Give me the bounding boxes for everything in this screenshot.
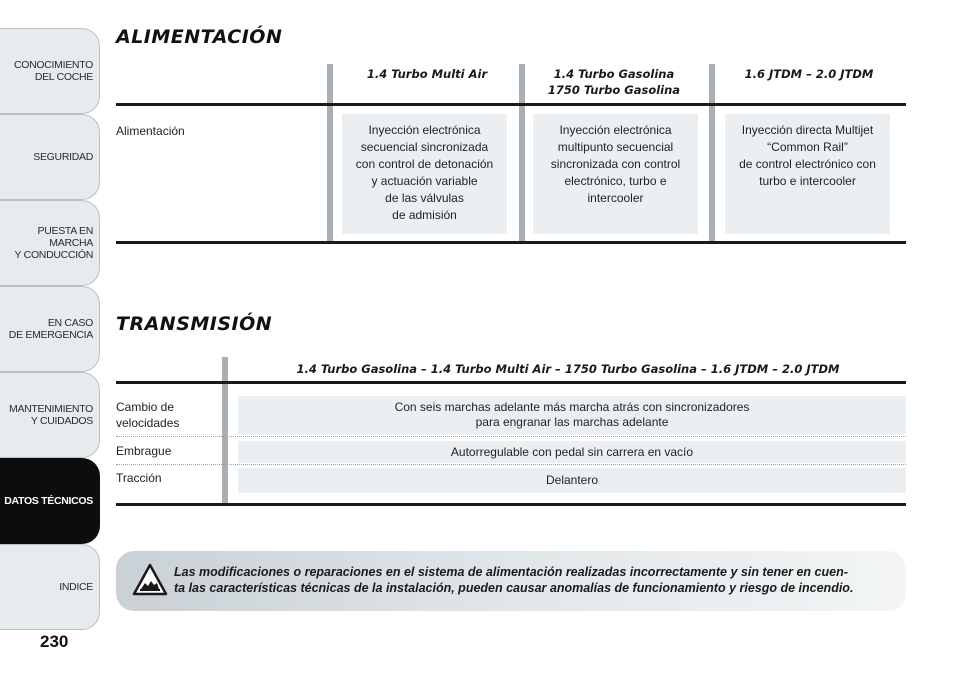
row-separator: [116, 436, 906, 437]
page-number: 230: [40, 632, 69, 651]
cell-line: de control electrónico con: [739, 157, 876, 171]
cell-line: y actuación variable: [371, 174, 478, 188]
row-label-alimentacion: Alimentación: [116, 124, 185, 138]
cell-multiair: [342, 114, 507, 234]
row-label-text: Cambio de: [116, 400, 175, 414]
section-title-alimentacion: ALIMENTACIÓN: [116, 26, 283, 48]
cell-line: multipunto secuencial: [557, 140, 674, 154]
column-header-text: 1.6 JTDM – 2.0 JTDM: [744, 67, 874, 81]
column-divider: [327, 64, 333, 242]
cell-line: Inyección directa Multijet: [741, 123, 874, 137]
column-header-text: 1750 Turbo Gasolina: [547, 83, 681, 97]
column-header-text: 1.4 Turbo Gasolina: [553, 67, 675, 81]
section-title-transmision: TRANSMISIÓN: [116, 313, 273, 335]
cell-line: turbo e intercooler: [759, 174, 856, 188]
cell-jtdm: [725, 114, 890, 234]
cell-line: “Common Rail”: [767, 140, 848, 154]
tab-label: PUESTA EN MARCHA: [37, 225, 93, 249]
tab-indice[interactable]: [0, 544, 100, 630]
tab-label: MANTENIMIENTO: [9, 403, 93, 415]
cell-line: con control de detonación: [355, 157, 494, 171]
tab-label: DATOS TÉCNICOS: [4, 495, 93, 507]
tab-label: DEL COCHE: [34, 71, 93, 83]
tab-label: CONOCIMIENTO: [13, 59, 93, 71]
cell-line: sincronizada con control: [550, 157, 681, 171]
column-header-multiair: [338, 66, 516, 82]
row-label-embrague: Embrague: [116, 444, 172, 458]
cell-line: de admisión: [392, 208, 457, 222]
row-label-traccion: Tracción: [116, 471, 162, 485]
tab-conocimiento-del-coche[interactable]: [0, 28, 100, 114]
column-header-turbo-gasolina: [524, 66, 704, 98]
header-rule: [116, 381, 906, 384]
tab-mantenimiento[interactable]: [0, 372, 100, 458]
row-value-text: Autorregulable con pedal sin carrera en vacío: [450, 444, 694, 459]
tab-puesta-en-marcha[interactable]: [0, 200, 100, 286]
tab-seguridad[interactable]: [0, 114, 100, 200]
column-divider: [709, 64, 715, 242]
tab-label: SEGURIDAD: [33, 151, 93, 163]
row-separator: [116, 464, 906, 465]
tab-label: EN CASO: [47, 317, 93, 329]
row-value-text: Delantero: [545, 473, 599, 487]
column-divider: [222, 357, 228, 505]
warning-box: [116, 551, 906, 611]
column-header-text: 1.4 Turbo Multi Air: [366, 67, 488, 81]
cell-line: intercooler: [587, 191, 644, 205]
cell-line: electrónico, turbo e: [564, 174, 667, 188]
value-traccion: [238, 468, 906, 493]
cell-line: Inyección electrónica: [368, 123, 481, 137]
tab-label: Y CONDUCCIÓN: [14, 249, 93, 261]
cell-line: secuencial sincronizada: [360, 140, 489, 154]
cell-turbo-gasolina: [533, 114, 698, 234]
column-header-jtdm: [716, 66, 902, 82]
warning-triangle-icon: [132, 563, 168, 597]
header-rule: [116, 103, 906, 106]
row-value-text: Con seis marchas adelante más marcha atrás con sincronizadores: [394, 400, 750, 414]
value-cambio: [238, 396, 906, 434]
value-embrague: [238, 441, 906, 463]
warning-text: [174, 564, 894, 596]
footer-rule: [116, 503, 906, 506]
row-value-text: para engranar las marchas adelante: [475, 415, 669, 429]
tab-datos-tecnicos[interactable]: [0, 458, 100, 544]
column-divider: [519, 64, 525, 242]
cell-line: de las válvulas: [385, 191, 464, 205]
tab-en-caso-de-emergencia[interactable]: [0, 286, 100, 372]
row-label-cambio: [116, 399, 179, 431]
cell-line: Inyección electrónica: [559, 123, 672, 137]
footer-rule: [116, 241, 906, 244]
transmision-header: 1.4 Turbo Gasolina – 1.4 Turbo Multi Air – 1750 Turbo Gasolina – 1.6 JTDM – 2.0 JTDM: [296, 362, 840, 376]
warning-line: ta las características técnicas de la instalación, pueden causar anomalías de funcionamiento y riesgo de incendio.: [174, 581, 854, 595]
tab-label: DE EMERGENCIA: [8, 329, 93, 341]
row-label-text: velocidades: [116, 416, 180, 430]
warning-line: Las modificaciones o reparaciones en el sistema de alimentación realizadas incorrectamente y sin tener en cuen-: [174, 565, 848, 579]
tab-label: INDICE: [59, 581, 93, 593]
tab-label: Y CUIDADOS: [30, 415, 93, 427]
